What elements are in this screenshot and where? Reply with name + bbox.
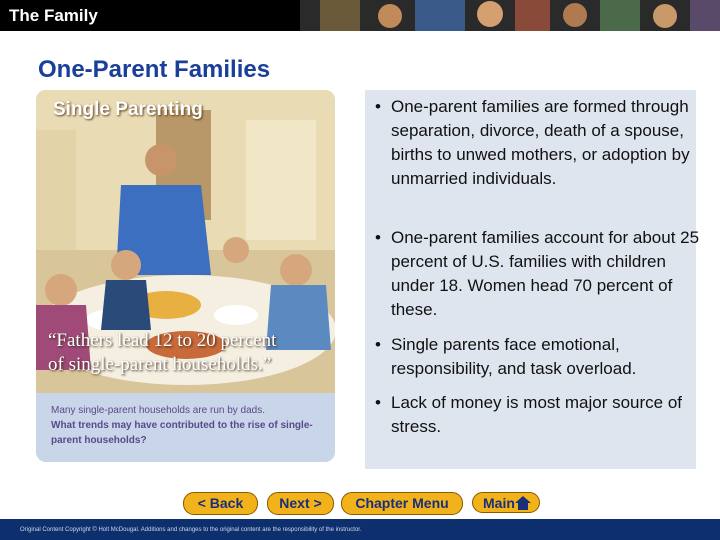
back-button[interactable]: < Back [183,492,258,515]
footer-bar [0,519,720,540]
bullet-item [375,95,703,191]
caption-question-line-1: What trends may have contributed to the rise of single- [51,420,313,431]
photo-feature-card [36,90,335,462]
home-icon [515,496,531,510]
caption-line-1: Many single-parent households are run by dads. [51,405,266,416]
next-button[interactable]: Next > [267,492,334,515]
bullet-item [375,333,703,381]
quote-line-1: “Fathers lead 12 to 20 percent [48,330,277,351]
bullet-text: One-parent families account for about 25 percent of U.S. families with children under 18. Women head 70 percent of these. [391,228,700,319]
header-bar [0,0,720,31]
bullet-text: Lack of money is most major source of stress. [391,393,683,436]
header-title: The Family [9,6,98,25]
photo-quote [48,329,318,377]
bullet-text-panel [365,90,700,469]
main-button[interactable] [472,492,540,513]
photo-caption [51,403,327,448]
bullet-item [375,391,703,439]
bullet-dot: • [375,97,381,116]
bullet-dot: • [375,393,381,412]
caption-question-line-2: parent households? [51,435,147,446]
bullet-text: Single parents face emotional, responsibility, and task overload. [391,335,637,378]
page-title: One-Parent Families [38,56,271,83]
chapter-menu-button[interactable]: Chapter Menu [341,492,463,515]
header-banner-image [300,0,720,31]
bullet-text: One-parent families are formed through separation, divorce, death of a spouse, births to unwed mothers, or adoption by unmarried individuals. [391,97,690,188]
quote-line-2: of single-parent households.” [48,354,272,375]
photo-heading: Single Parenting [53,99,203,120]
bullet-dot: • [375,228,381,247]
copyright-notice: Original Content Copyright © Holt McDougal. Additions and changes to the original content are the responsibility of the instructor. [20,527,362,533]
bullet-item [375,226,703,322]
main-button-label: Main [483,495,515,511]
bullet-dot: • [375,335,381,354]
